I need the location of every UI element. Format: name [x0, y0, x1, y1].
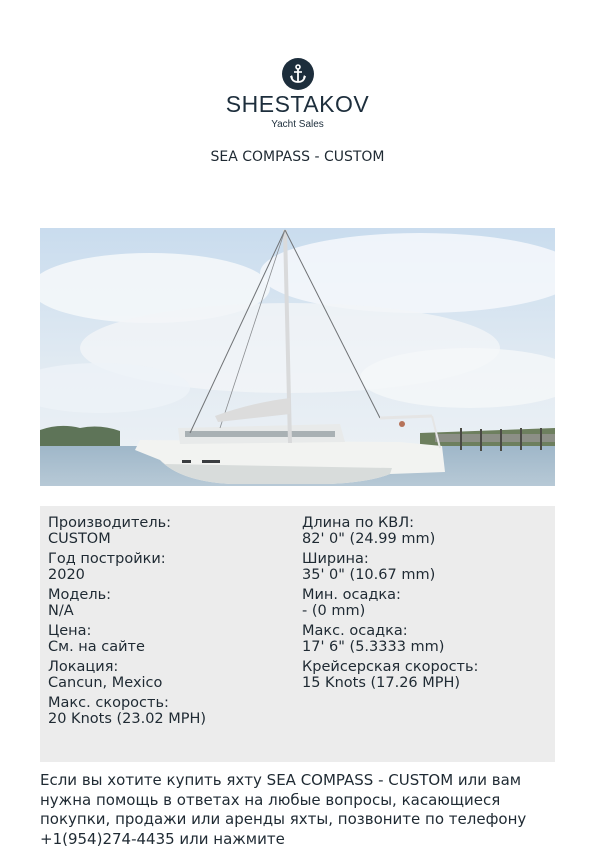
spec-label: Цена: — [48, 623, 92, 639]
spec-label: Длина по КВЛ: — [302, 515, 414, 531]
spec-label: Год постройки: — [48, 551, 166, 567]
spec-value: Cancun, Mexico — [48, 675, 163, 691]
spec-label: Макс. осадка: — [302, 623, 408, 639]
spec-price — [48, 623, 293, 655]
spec-value: 2020 — [48, 567, 85, 583]
spec-location — [48, 659, 293, 691]
spec-lwl — [302, 515, 552, 547]
spec-label: Модель: — [48, 587, 112, 603]
spec-value: См. на сайте — [48, 639, 145, 655]
spec-value: 20 Knots (23.02 MPH) — [48, 711, 207, 727]
spec-min-draft — [302, 587, 552, 619]
spec-year — [48, 551, 293, 583]
spec-value: 82' 0" (24.99 mm) — [302, 531, 436, 547]
specs-left-column — [48, 515, 293, 731]
spec-value: 15 Knots (17.26 MPH) — [302, 675, 461, 691]
spec-beam — [302, 551, 552, 583]
brand-name: SHESTAKOV — [225, 91, 370, 117]
brand-tagline: Yacht Sales — [271, 119, 324, 130]
spec-value: 35' 0" (10.67 mm) — [302, 567, 436, 583]
spec-value: N/A — [48, 603, 74, 619]
specs-right-column — [302, 515, 552, 695]
spec-cruise-speed — [302, 659, 552, 691]
listing-title: SEA COMPASS - CUSTOM — [210, 149, 385, 165]
specs-panel — [40, 506, 555, 762]
spec-label: Крейсерская скорость: — [302, 659, 479, 675]
spec-label: Макс. скорость: — [48, 695, 169, 711]
spec-value: CUSTOM — [48, 531, 111, 547]
catamaran-photo — [40, 228, 555, 486]
spec-label: Производитель: — [48, 515, 172, 531]
anchor-icon — [282, 58, 314, 90]
spec-max-speed — [48, 695, 293, 727]
spec-model — [48, 587, 293, 619]
contact-paragraph: Если вы хотите купить яхту SEA COMPASS - CUSTOM или вам нужна помощь в ответах на любые вопросы, касающиеся покупки, продажи или аренды яхты, позвоните по телефону +1(954)274-4435 или нажмите — [40, 771, 527, 848]
spec-label: Локация: — [48, 659, 119, 675]
spec-max-draft — [302, 623, 552, 655]
spec-value: 17' 6" (5.3333 mm) — [302, 639, 445, 655]
spec-label: Мин. осадка: — [302, 587, 401, 603]
spec-label: Ширина: — [302, 551, 369, 567]
spec-value: - (0 mm) — [302, 603, 366, 619]
spec-manufacturer — [48, 515, 293, 547]
brand-logo — [0, 58, 595, 131]
